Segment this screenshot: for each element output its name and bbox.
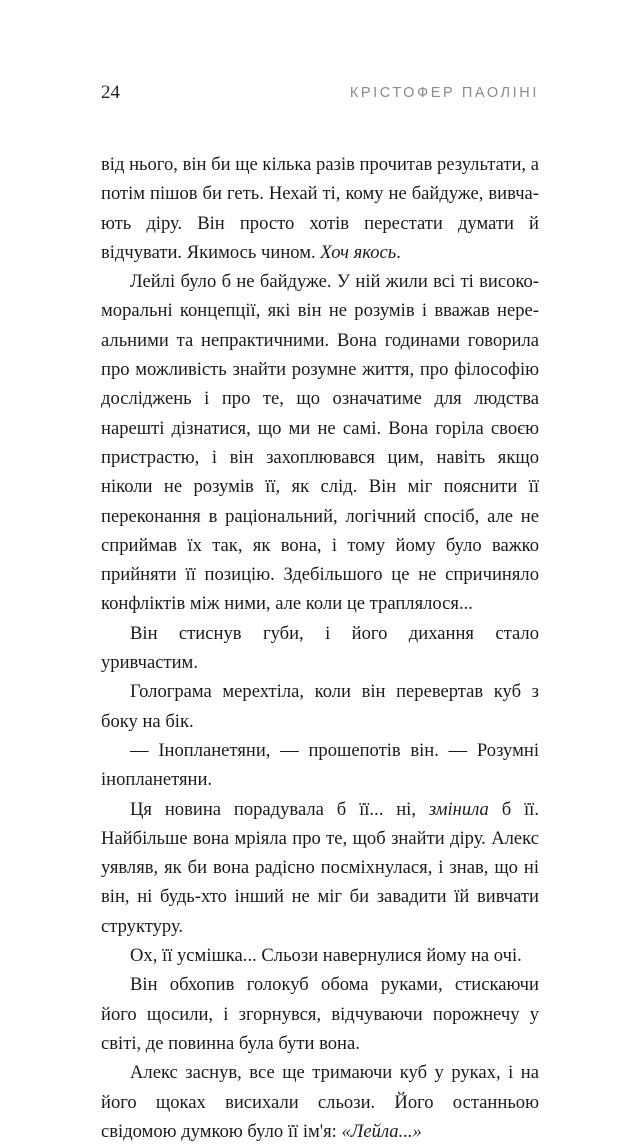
paragraph-6	[101, 795, 539, 941]
page-number: 24	[101, 82, 120, 103]
paragraph-3: Він стиснув губи, і його дихання стало уривчастим.	[101, 622, 539, 674]
paragraph-1	[101, 150, 539, 267]
paragraph-6-italic: змінила	[428, 798, 489, 820]
running-head-author: КРІСТОФЕР ПАОЛІНІ	[349, 85, 539, 101]
paragraph-9-italic: «Лейла...»	[341, 1120, 422, 1142]
body-text	[101, 150, 539, 1146]
paragraph-7: Ох, її усмішка... Сльози навернулися йому на очі.	[130, 945, 522, 967]
paragraph-8: Він обхопив голокуб обома руками, стискаючи його щосили, і згорнувся, відчуваючи порожнечу у світі, де повинна була бути вона.	[101, 974, 539, 1054]
paragraph-1-end: .	[396, 241, 401, 263]
paragraph-9	[101, 1058, 539, 1146]
paragraph-4: Голограма мерехтіла, коли він перевертав куб з боку на бік.	[101, 681, 539, 732]
paragraph-6-post: б її. Найбільше вона мріяла про те, щоб знайти діру. Алекс уявляв, як би вона радісно посміхнулася, і знав, що ні він, ні будь-хто інший не міг би завадити їй вивчати структуру.	[101, 798, 539, 937]
paragraph-1-text: від нього, він би ще кілька разів прочитав результати, а потім пішов би геть. Нехай ті, кому не байдуже, вивчають діру. Він просто хотів перестати думати й відчувати. Якимось чином.	[101, 154, 539, 263]
paragraph-1-italic: Хоч якось	[320, 241, 397, 263]
paragraph-9-pre: Алекс заснув, все ще тримаючи куб у руках, і на його щоках висихали сльози. Його останньою свідомою думкою було її ім'я:	[101, 1062, 539, 1142]
paragraph-6-pre: Ця новина порадувала б її... ні,	[130, 798, 416, 820]
page-header	[101, 82, 539, 108]
paragraph-2: Лейлі було б не байдуже. У ній жили всі ті високоморальні концепції, які він не розумів і вважав нереальними та непрактичними. Вона годинами говорила про можливість знайти розумне життя, про філософію досліджень і про те, що означатиме для людства нарешті дізнатися, що ми не самі. Вона горіла своєю пристрастю, і він захоплювався цим, навіть якщо ніколи не розумів її, як слід. Він міг пояснити її переконання в раціональний, логічний спосіб, але не сприймав їх так, як вона, і тому йому було важко прийняти її позицію. Здебільшого це не спричиняло конфліктів між ними, але коли це траплялося...	[101, 271, 539, 615]
paragraph-5: — Інопланетяни, — прошепотів він. — Розумні інопланетяни.	[101, 739, 539, 791]
